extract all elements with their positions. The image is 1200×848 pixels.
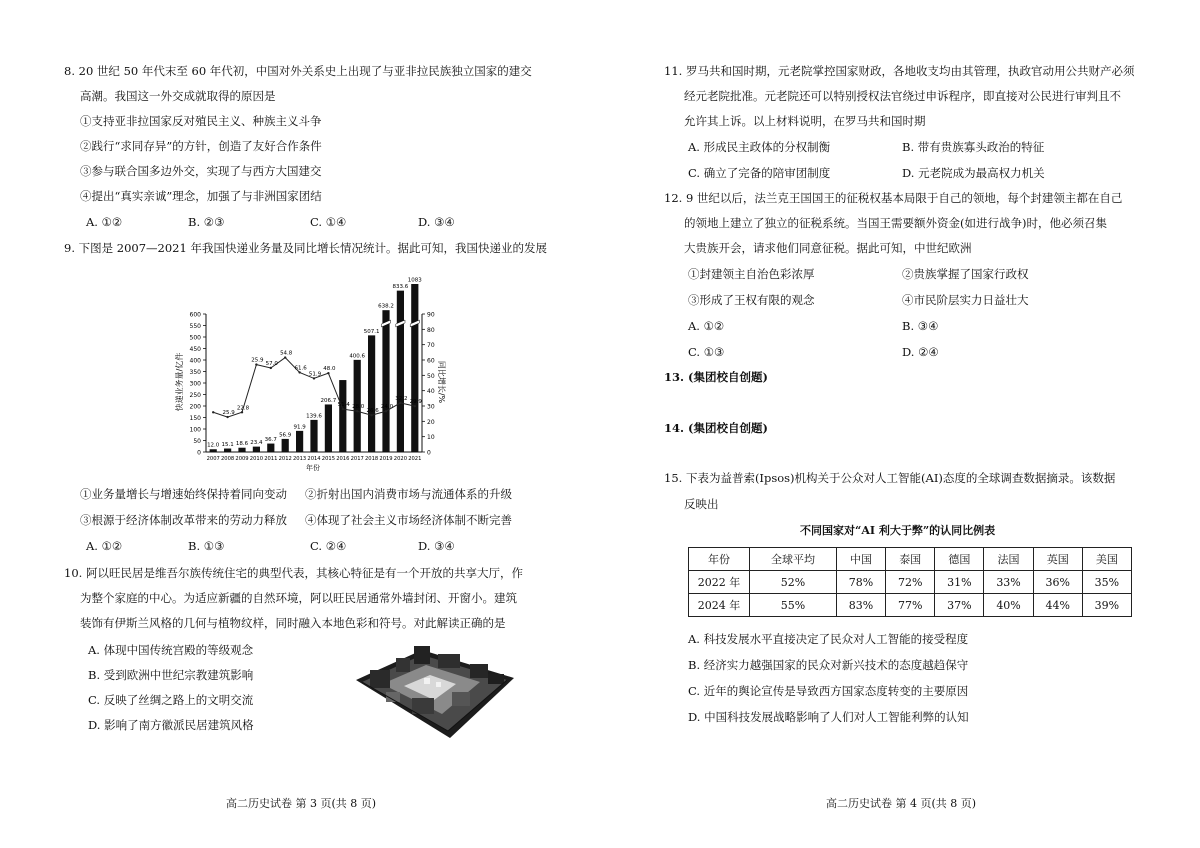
chart-y-tick-label: 550 xyxy=(189,323,201,330)
q10-option-a[interactable]: A. 体现中国传统宫殿的等级观念 xyxy=(88,643,254,657)
q9-option-d[interactable]: D. ③④ xyxy=(418,539,455,553)
table-row xyxy=(689,571,1132,594)
chart-bar xyxy=(296,431,303,452)
chart-bar xyxy=(210,449,217,452)
chart-x-tick-label: 2008 xyxy=(220,456,235,462)
chart-y2-tick-label: 70 xyxy=(427,342,435,350)
chart-bar-value-label: 36.7 xyxy=(264,437,277,444)
chart-growth-value-label: 51.9 xyxy=(308,371,322,378)
q9-option-a[interactable]: A. ①② xyxy=(86,539,123,553)
chart-growth-value-label: 48.0 xyxy=(323,366,336,373)
q12-statement-2: ②贵族掌握了国家行政权 xyxy=(902,267,1029,281)
chart-bar-value-label: 23.4 xyxy=(250,440,263,447)
table-cell: 55% xyxy=(750,594,837,617)
q10-option-d[interactable]: D. 影响了南方徽派民居建筑风格 xyxy=(88,718,254,732)
chart-bar xyxy=(238,448,245,452)
q9-statement-2: ②折射出国内消费市场与流通体系的升级 xyxy=(305,487,512,501)
chart-bar-value-label: 56.9 xyxy=(279,432,292,439)
chart-growth-point xyxy=(313,377,315,379)
chart-y-label: 快递业务量/亿件 xyxy=(175,352,184,412)
table-cell: 35% xyxy=(1082,571,1131,594)
table-cell: 37% xyxy=(935,594,984,617)
chart-bar-value-label: 91.9 xyxy=(293,424,306,431)
page-4-footer: 高二历史试卷 第 4 页(共 8 页) xyxy=(826,797,977,810)
q11-stem-line-3: 允许其上诉。以上材料说明，在罗马共和国时期 xyxy=(684,114,926,128)
chart-y-tick-label: 200 xyxy=(189,403,201,411)
chart-growth-value-label: 26.6 xyxy=(366,408,379,415)
chart-growth-point xyxy=(284,356,286,358)
chart-x-tick-label: 2016 xyxy=(336,456,350,462)
table-header-cell: 英国 xyxy=(1033,548,1082,571)
chart-x-label: 年份 xyxy=(306,464,320,472)
exam-page-4 xyxy=(600,0,1200,848)
q12-stem-line-2: 的领地上建立了独立的征税系统。当国王需要额外资金(如进行战争)时，他必须召集 xyxy=(684,216,1107,230)
q11-option-a[interactable]: A. 形成民主政体的分权制衡 xyxy=(688,140,831,154)
chart-x-tick-label: 2015 xyxy=(321,456,336,462)
table-cell: 2024 年 xyxy=(689,594,750,617)
chart-growth-point xyxy=(212,411,214,413)
q12-stem-line-3: 大贵族开会，请求他们同意征税。据此可知，中世纪欧洲 xyxy=(684,241,972,255)
chart-growth-value-label: 25.9 xyxy=(251,357,264,364)
q9-stem: 9. 下图是 2007—2021 年我国快递业务量及同比增长情况统计。据此可知，我国快递业的发展 xyxy=(64,241,547,255)
chart-bar-value-label: 400.6 xyxy=(349,353,366,360)
chart-growth-point xyxy=(342,408,344,410)
chart-y2-label: 同比增长/% xyxy=(437,360,446,404)
chart-growth-value-label: 25.9 xyxy=(222,410,235,417)
chart-growth-point xyxy=(370,414,372,416)
table-cell: 72% xyxy=(886,571,935,594)
chart-growth-value-label: 32.2 xyxy=(395,395,408,402)
q15-table-title: 不同国家对“AI 利大于弊”的认同比例表 xyxy=(800,524,996,537)
chart-bar xyxy=(411,284,418,452)
q10-stem-line-2: 为整个家庭的中心。为适应新疆的自然环境，阿以旺民居通常外墙封闭、开窗小。建筑 xyxy=(80,591,517,605)
q8-statement-3: ③参与联合国多边外交，实现了与西方大国建交 xyxy=(80,164,322,178)
chart-growth-point xyxy=(356,410,358,412)
chart-bar-value-label: 1083 xyxy=(407,277,422,284)
table-cell: 33% xyxy=(984,571,1033,594)
q8-option-b[interactable]: B. ②③ xyxy=(188,215,225,229)
chart-y2-tick-label: 0 xyxy=(427,449,431,457)
table-cell: 31% xyxy=(935,571,984,594)
q8-stem-line-1: 8. 20 世纪 50 年代末至 60 年代初，中国对外关系史上出现了与亚非拉民族独立国家的建交 xyxy=(64,64,532,78)
chart-y2-tick-label: 30 xyxy=(427,403,435,411)
table-header-cell: 德国 xyxy=(935,548,984,571)
q12-statement-1: ①封建领主自治色彩浓厚 xyxy=(688,267,815,281)
chart-x-tick-label: 2010 xyxy=(249,456,264,462)
chart-bar-value-label: 507.1 xyxy=(363,328,380,335)
chart-y-tick-label: 450 xyxy=(189,346,201,353)
q11-option-b[interactable]: B. 带有贵族寡头政治的特征 xyxy=(902,140,1045,154)
chart-growth-point xyxy=(226,416,228,418)
chart-bar-value-label: 206.7 xyxy=(320,397,337,404)
q12-stem-line-1: 12. 9 世纪以后，法兰克王国国王的征税权基本局限于自己的领地，每个封建领主都在自己 xyxy=(664,191,1123,205)
chart-y-tick-label: 400 xyxy=(189,357,201,365)
chart-bar-value-label: 15.1 xyxy=(221,442,234,449)
chart-bar-value-label: 833.6 xyxy=(392,284,409,291)
chart-growth-value-label: 51.4 xyxy=(337,402,350,409)
chart-y2-tick-label: 90 xyxy=(427,311,435,319)
chart-growth-value-label: 57.0 xyxy=(265,360,278,367)
q8-statement-2: ②践行“求同存异”的方针，创造了友好合作条件 xyxy=(80,139,322,153)
q12-option-c[interactable]: C. ①③ xyxy=(688,345,725,359)
q9-express-chart xyxy=(160,262,450,474)
q13-placeholder: 13. (集团校自创题) xyxy=(664,370,768,384)
chart-y-tick-label: 350 xyxy=(189,369,201,376)
table-header-cell: 法国 xyxy=(984,548,1033,571)
chart-bar xyxy=(397,291,404,452)
q10-stem-line-3: 装饰有伊斯兰风格的几何与植物纹样，同时融入本地色彩和符号。对此解读正确的是 xyxy=(80,616,506,630)
chart-x-tick-label: 2018 xyxy=(364,456,379,462)
chart-x-tick-label: 2009 xyxy=(235,456,249,462)
q12-statement-4: ④市民阶层实力日益壮大 xyxy=(902,293,1029,307)
q11-option-d[interactable]: D. 元老院成为最高权力机关 xyxy=(902,166,1045,180)
q12-option-a[interactable]: A. ①② xyxy=(688,319,725,333)
chart-x-tick-label: 2013 xyxy=(292,456,307,462)
table-cell: 78% xyxy=(836,571,885,594)
q9-option-c[interactable]: C. ②④ xyxy=(310,539,347,553)
q10-option-b[interactable]: B. 受到欧洲中世纪宗教建筑影响 xyxy=(88,668,254,682)
chart-bar xyxy=(267,444,274,452)
q9-statement-3: ③根源于经济体制改革带来的劳动力释放 xyxy=(80,513,287,527)
q15-stem-line-2: 反映出 xyxy=(684,497,719,511)
table-cell: 83% xyxy=(836,594,885,617)
chart-y-tick-label: 600 xyxy=(189,311,201,319)
chart-y-tick-label: 250 xyxy=(189,392,201,399)
chart-x-tick-label: 2017 xyxy=(350,456,364,462)
q15-option-a[interactable]: A. 科技发展水平直接决定了民众对人工智能的接受程度 xyxy=(688,632,969,646)
table-cell: 44% xyxy=(1033,594,1082,617)
chart-y2-tick-label: 80 xyxy=(427,326,435,334)
chart-growth-point xyxy=(327,372,329,374)
chart-y-tick-label: 0 xyxy=(197,449,201,457)
chart-growth-point xyxy=(399,402,401,404)
chart-growth-point xyxy=(414,405,416,407)
q11-stem-line-2: 经元老院批准。元老院还可以特别授权法官绕过申诉程序，即直接对公民进行审判且不 xyxy=(684,89,1121,103)
chart-y2-tick-label: 10 xyxy=(427,434,435,442)
chart-y-tick-label: 300 xyxy=(189,380,201,388)
chart-growth-point xyxy=(255,363,257,365)
chart-growth-value-label: 61.6 xyxy=(294,365,307,372)
table-cell: 77% xyxy=(886,594,935,617)
q15-ai-attitude-table xyxy=(688,547,1132,617)
chart-bar-value-label: 139.6 xyxy=(306,413,322,420)
table-header-row xyxy=(689,548,1132,571)
chart-growth-point xyxy=(241,411,243,413)
chart-growth-point xyxy=(298,371,300,373)
q15-option-d[interactable]: D. 中国科技发展战略影响了人们对人工智能利弊的认知 xyxy=(688,710,969,724)
chart-bar xyxy=(224,449,231,452)
table-row xyxy=(689,594,1132,617)
table-cell: 2022 年 xyxy=(689,571,750,594)
table-header-cell: 中国 xyxy=(836,548,885,571)
table-header-cell: 全球平均 xyxy=(750,548,837,571)
q8-option-d[interactable]: D. ③④ xyxy=(418,215,455,229)
q12-option-b[interactable]: B. ③④ xyxy=(902,319,939,333)
chart-growth-value-label: 29.9 xyxy=(409,399,422,406)
q14-placeholder: 14. (集团校自创题) xyxy=(664,421,768,435)
chart-growth-value-label: 22.8 xyxy=(236,405,250,412)
table-cell: 39% xyxy=(1082,594,1131,617)
table-header-cell: 美国 xyxy=(1082,548,1131,571)
chart-bar xyxy=(339,380,346,452)
q8-statement-1: ①支持亚非拉国家反对殖民主义、种族主义斗争 xyxy=(80,114,322,128)
chart-x-tick-label: 2019 xyxy=(379,456,393,462)
q9-option-b[interactable]: B. ①③ xyxy=(188,539,225,553)
q15-option-b[interactable]: B. 经济实力越强国家的民众对新兴技术的态度越趋保守 xyxy=(688,658,969,672)
chart-bar-value-label: 638.2 xyxy=(378,303,394,310)
q8-stem-line-2: 高潮。我国这一外交成就取得的原因是 xyxy=(80,89,276,103)
q15-stem-line-1: 15. 下表为益普索(Ipsos)机构关于公众对人工智能(AI)态度的全球调查数据摘录。该数据 xyxy=(664,471,1116,485)
chart-y-tick-label: 50 xyxy=(193,438,201,445)
chart-x-tick-label: 2007 xyxy=(206,456,220,462)
chart-bar xyxy=(253,447,260,452)
chart-growth-value-label: 28.0 xyxy=(352,404,365,411)
table-cell: 40% xyxy=(984,594,1033,617)
q12-option-d[interactable]: D. ②④ xyxy=(902,345,939,359)
chart-growth-value-label: 24.0 xyxy=(380,404,394,411)
table-header-cell: 泰国 xyxy=(886,548,935,571)
q9-statement-4: ④体现了社会主义市场经济体制不断完善 xyxy=(305,513,512,527)
q9-statement-1: ①业务量增长与增速始终保持着同向变动 xyxy=(80,487,287,501)
chart-y2-tick-label: 20 xyxy=(427,418,435,426)
chart-y2-tick-label: 60 xyxy=(427,357,435,365)
chart-y2-tick-label: 50 xyxy=(427,372,435,380)
chart-growth-point xyxy=(385,410,387,412)
chart-bar-value-label: 12.0 xyxy=(207,442,220,449)
chart-y-tick-label: 150 xyxy=(189,415,201,422)
chart-x-tick-label: 2011 xyxy=(264,456,278,462)
chart-bar xyxy=(368,335,375,452)
table-header-cell: 年份 xyxy=(689,548,750,571)
chart-bar xyxy=(282,439,289,452)
q8-option-a[interactable]: A. ①② xyxy=(86,215,123,229)
chart-bar xyxy=(382,310,389,452)
chart-y-tick-label: 500 xyxy=(189,334,201,342)
chart-y2-tick-label: 40 xyxy=(427,388,435,396)
q10-stem-line-1: 10. 阿以旺民居是维吾尔族传统住宅的典型代表，其核心特征是有一个开放的共享大厅，作 xyxy=(64,566,523,580)
q15-option-c[interactable]: C. 近年的舆论宣传是导致西方国家态度转变的主要原因 xyxy=(688,684,969,698)
chart-bar-value-label: 18.6 xyxy=(235,441,249,448)
ayiwang-house-image xyxy=(352,638,517,743)
chart-x-tick-label: 2021 xyxy=(408,456,422,462)
table-cell: 52% xyxy=(750,571,837,594)
chart-growth-value-label: 54.8 xyxy=(280,350,293,357)
chart-x-tick-label: 2014 xyxy=(307,456,321,462)
q11-option-c[interactable]: C. 确立了完备的陪审团制度 xyxy=(688,166,831,180)
chart-x-tick-label: 2012 xyxy=(278,456,292,462)
chart-bar xyxy=(325,404,332,452)
page-3-footer: 高二历史试卷 第 3 页(共 8 页) xyxy=(226,797,377,810)
chart-y-tick-label: 100 xyxy=(189,426,201,434)
table-cell: 36% xyxy=(1033,571,1082,594)
chart-growth-point xyxy=(270,367,272,369)
q8-option-c[interactable]: C. ①④ xyxy=(310,215,347,229)
q8-statement-4: ④提出“真实亲诚”理念，加强了与非洲国家团结 xyxy=(80,189,322,203)
q12-statement-3: ③形成了王权有限的观念 xyxy=(688,293,815,307)
chart-x-tick-label: 2020 xyxy=(393,456,408,462)
q10-option-c[interactable]: C. 反映了丝绸之路上的文明交流 xyxy=(88,693,254,707)
chart-bar xyxy=(310,420,317,452)
q11-stem-line-1: 11. 罗马共和国时期，元老院掌控国家财政，各地收支均由其管理，执政官动用公共财产必须 xyxy=(664,64,1135,78)
